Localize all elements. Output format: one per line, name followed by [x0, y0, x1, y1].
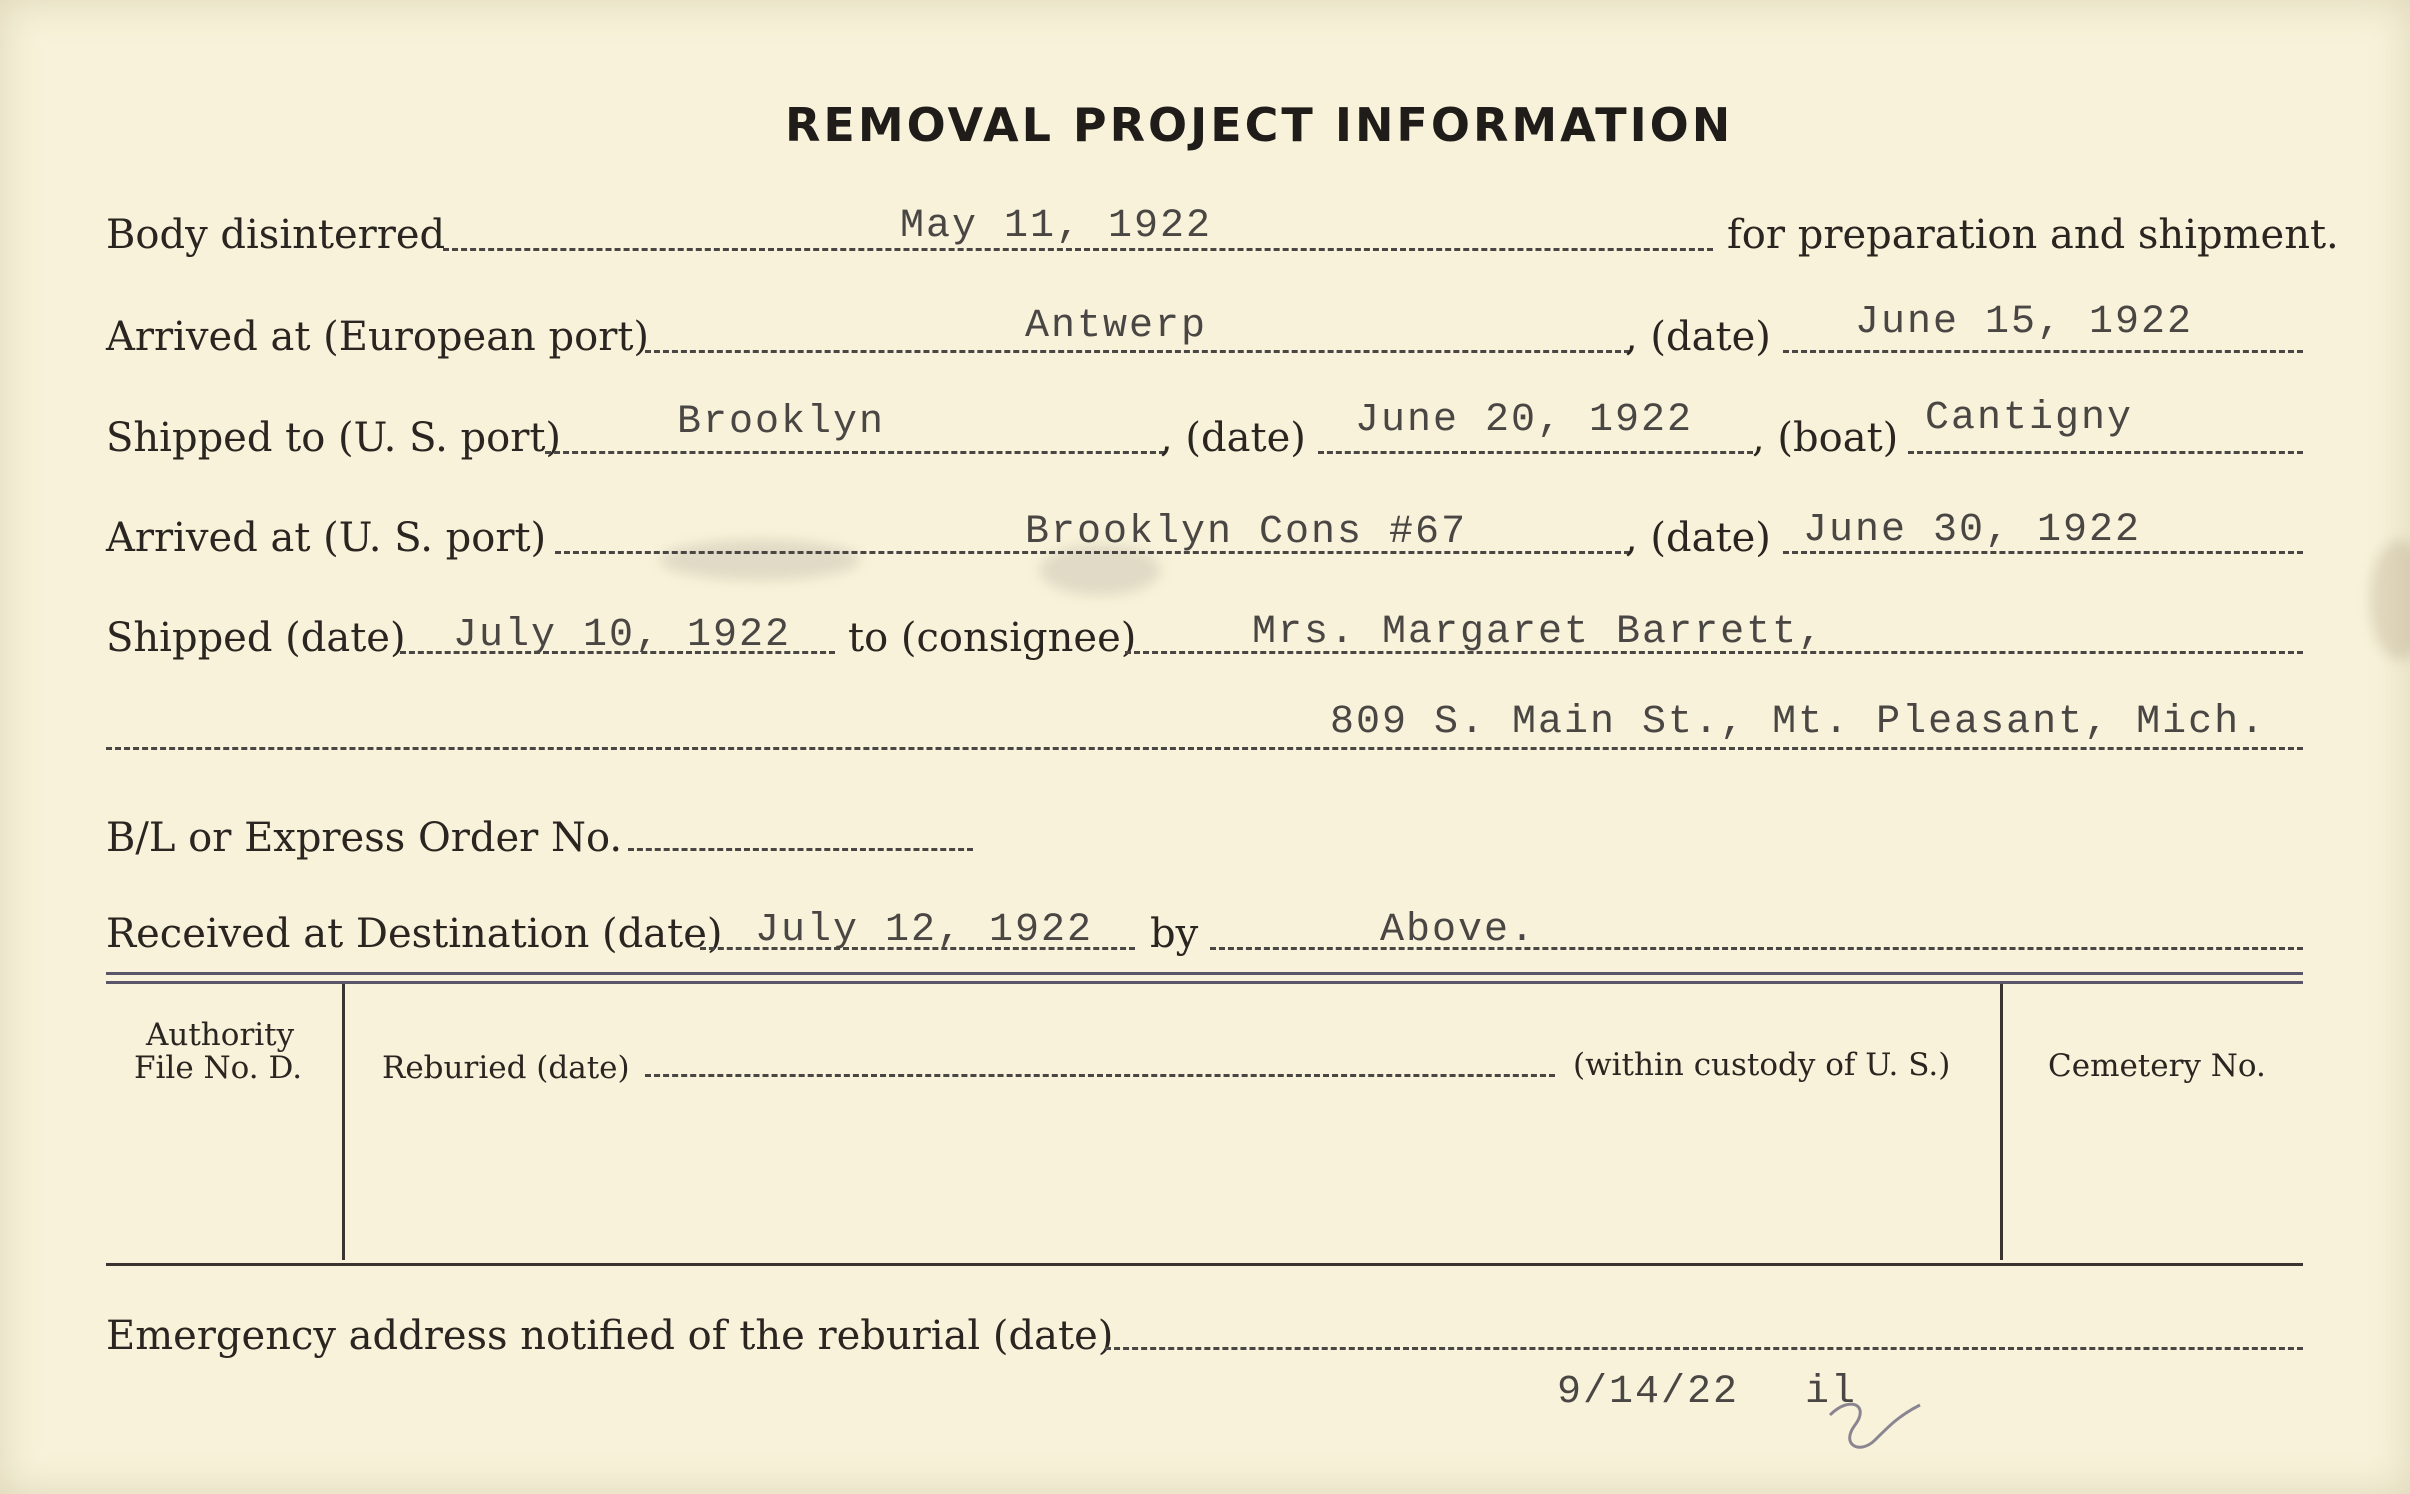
- shipped-to-date-line: [1318, 451, 1753, 454]
- table-top-double-rule: [106, 972, 2303, 984]
- page-title: REMOVAL PROJECT INFORMATION: [785, 98, 1734, 152]
- received-date-value: July 12, 1922: [755, 908, 1094, 953]
- consignee-label: to (consignee): [848, 615, 1137, 661]
- us-date-value: June 30, 1922: [1803, 508, 2142, 553]
- received-by-value: Above.: [1380, 908, 1537, 953]
- reburied-label: Reburied (date): [382, 1050, 630, 1086]
- body-disinterred-date: May 11, 1922: [900, 204, 1213, 249]
- shipped-to-line: [545, 451, 1165, 454]
- emergency-label: Emergency address notified of the reburial (date): [106, 1313, 1114, 1359]
- shipped-to-label: Shipped to (U. S. port): [106, 415, 561, 461]
- authority-label: Authority: [146, 1017, 295, 1053]
- address-line: [106, 747, 2303, 750]
- smudge-mark: [2370, 540, 2410, 660]
- custody-label: (within custody of U. S.): [1573, 1047, 1951, 1083]
- european-date-value: June 15, 1922: [1855, 300, 2194, 345]
- footer-stamp-date: 9/14/22: [1557, 1370, 1740, 1415]
- shipped-to-date-label: , (date): [1160, 415, 1306, 461]
- shipped-to-port: Brooklyn: [677, 400, 886, 445]
- european-port-line: [645, 350, 1630, 353]
- body-disinterred-label: Body disinterred: [106, 212, 446, 258]
- us-date-label: , (date): [1625, 515, 1771, 561]
- european-port-value: Antwerp: [1025, 304, 1208, 349]
- footer-initials: il: [1805, 1370, 1858, 1415]
- european-date-label: , (date): [1625, 314, 1771, 360]
- shipped-to-date: June 20, 1922: [1355, 398, 1694, 443]
- table-divider-right: [2000, 984, 2003, 1260]
- authority-file-label: File No. D.: [134, 1050, 303, 1086]
- us-port-label: Arrived at (U. S. port): [106, 515, 547, 561]
- received-label: Received at Destination (date): [106, 911, 723, 957]
- shipped-date-value: July 10, 1922: [453, 613, 792, 658]
- received-by-label: by: [1150, 911, 1199, 957]
- bl-order-line: [628, 848, 973, 851]
- consignee-address: 809 S. Main St., Mt. Pleasant, Mich.: [1330, 700, 2267, 745]
- boat-value: Cantigny: [1925, 396, 2134, 441]
- european-date-line: [1783, 350, 2303, 353]
- received-by-line: [1210, 947, 2303, 950]
- cemetery-no-label: Cemetery No.: [2048, 1048, 2266, 1084]
- boat-line: [1908, 451, 2303, 454]
- table-divider-left: [342, 984, 345, 1260]
- boat-label: , (boat): [1752, 415, 1899, 461]
- reburied-line: [645, 1074, 1555, 1077]
- smudge-mark: [660, 540, 860, 580]
- consignee-value: Mrs. Margaret Barrett,: [1252, 610, 1825, 655]
- table-bottom-rule: [106, 1263, 2303, 1266]
- us-port-value: Brooklyn Cons #67: [1025, 510, 1468, 555]
- pencil-initial-mark: [1820, 1385, 1930, 1465]
- shipment-suffix-label: for preparation and shipment.: [1727, 212, 2339, 258]
- european-port-label: Arrived at (European port): [106, 314, 650, 360]
- shipped-date-label: Shipped (date): [106, 615, 406, 661]
- emergency-line: [1105, 1347, 2303, 1350]
- bl-order-label: B/L or Express Order No.: [106, 815, 623, 861]
